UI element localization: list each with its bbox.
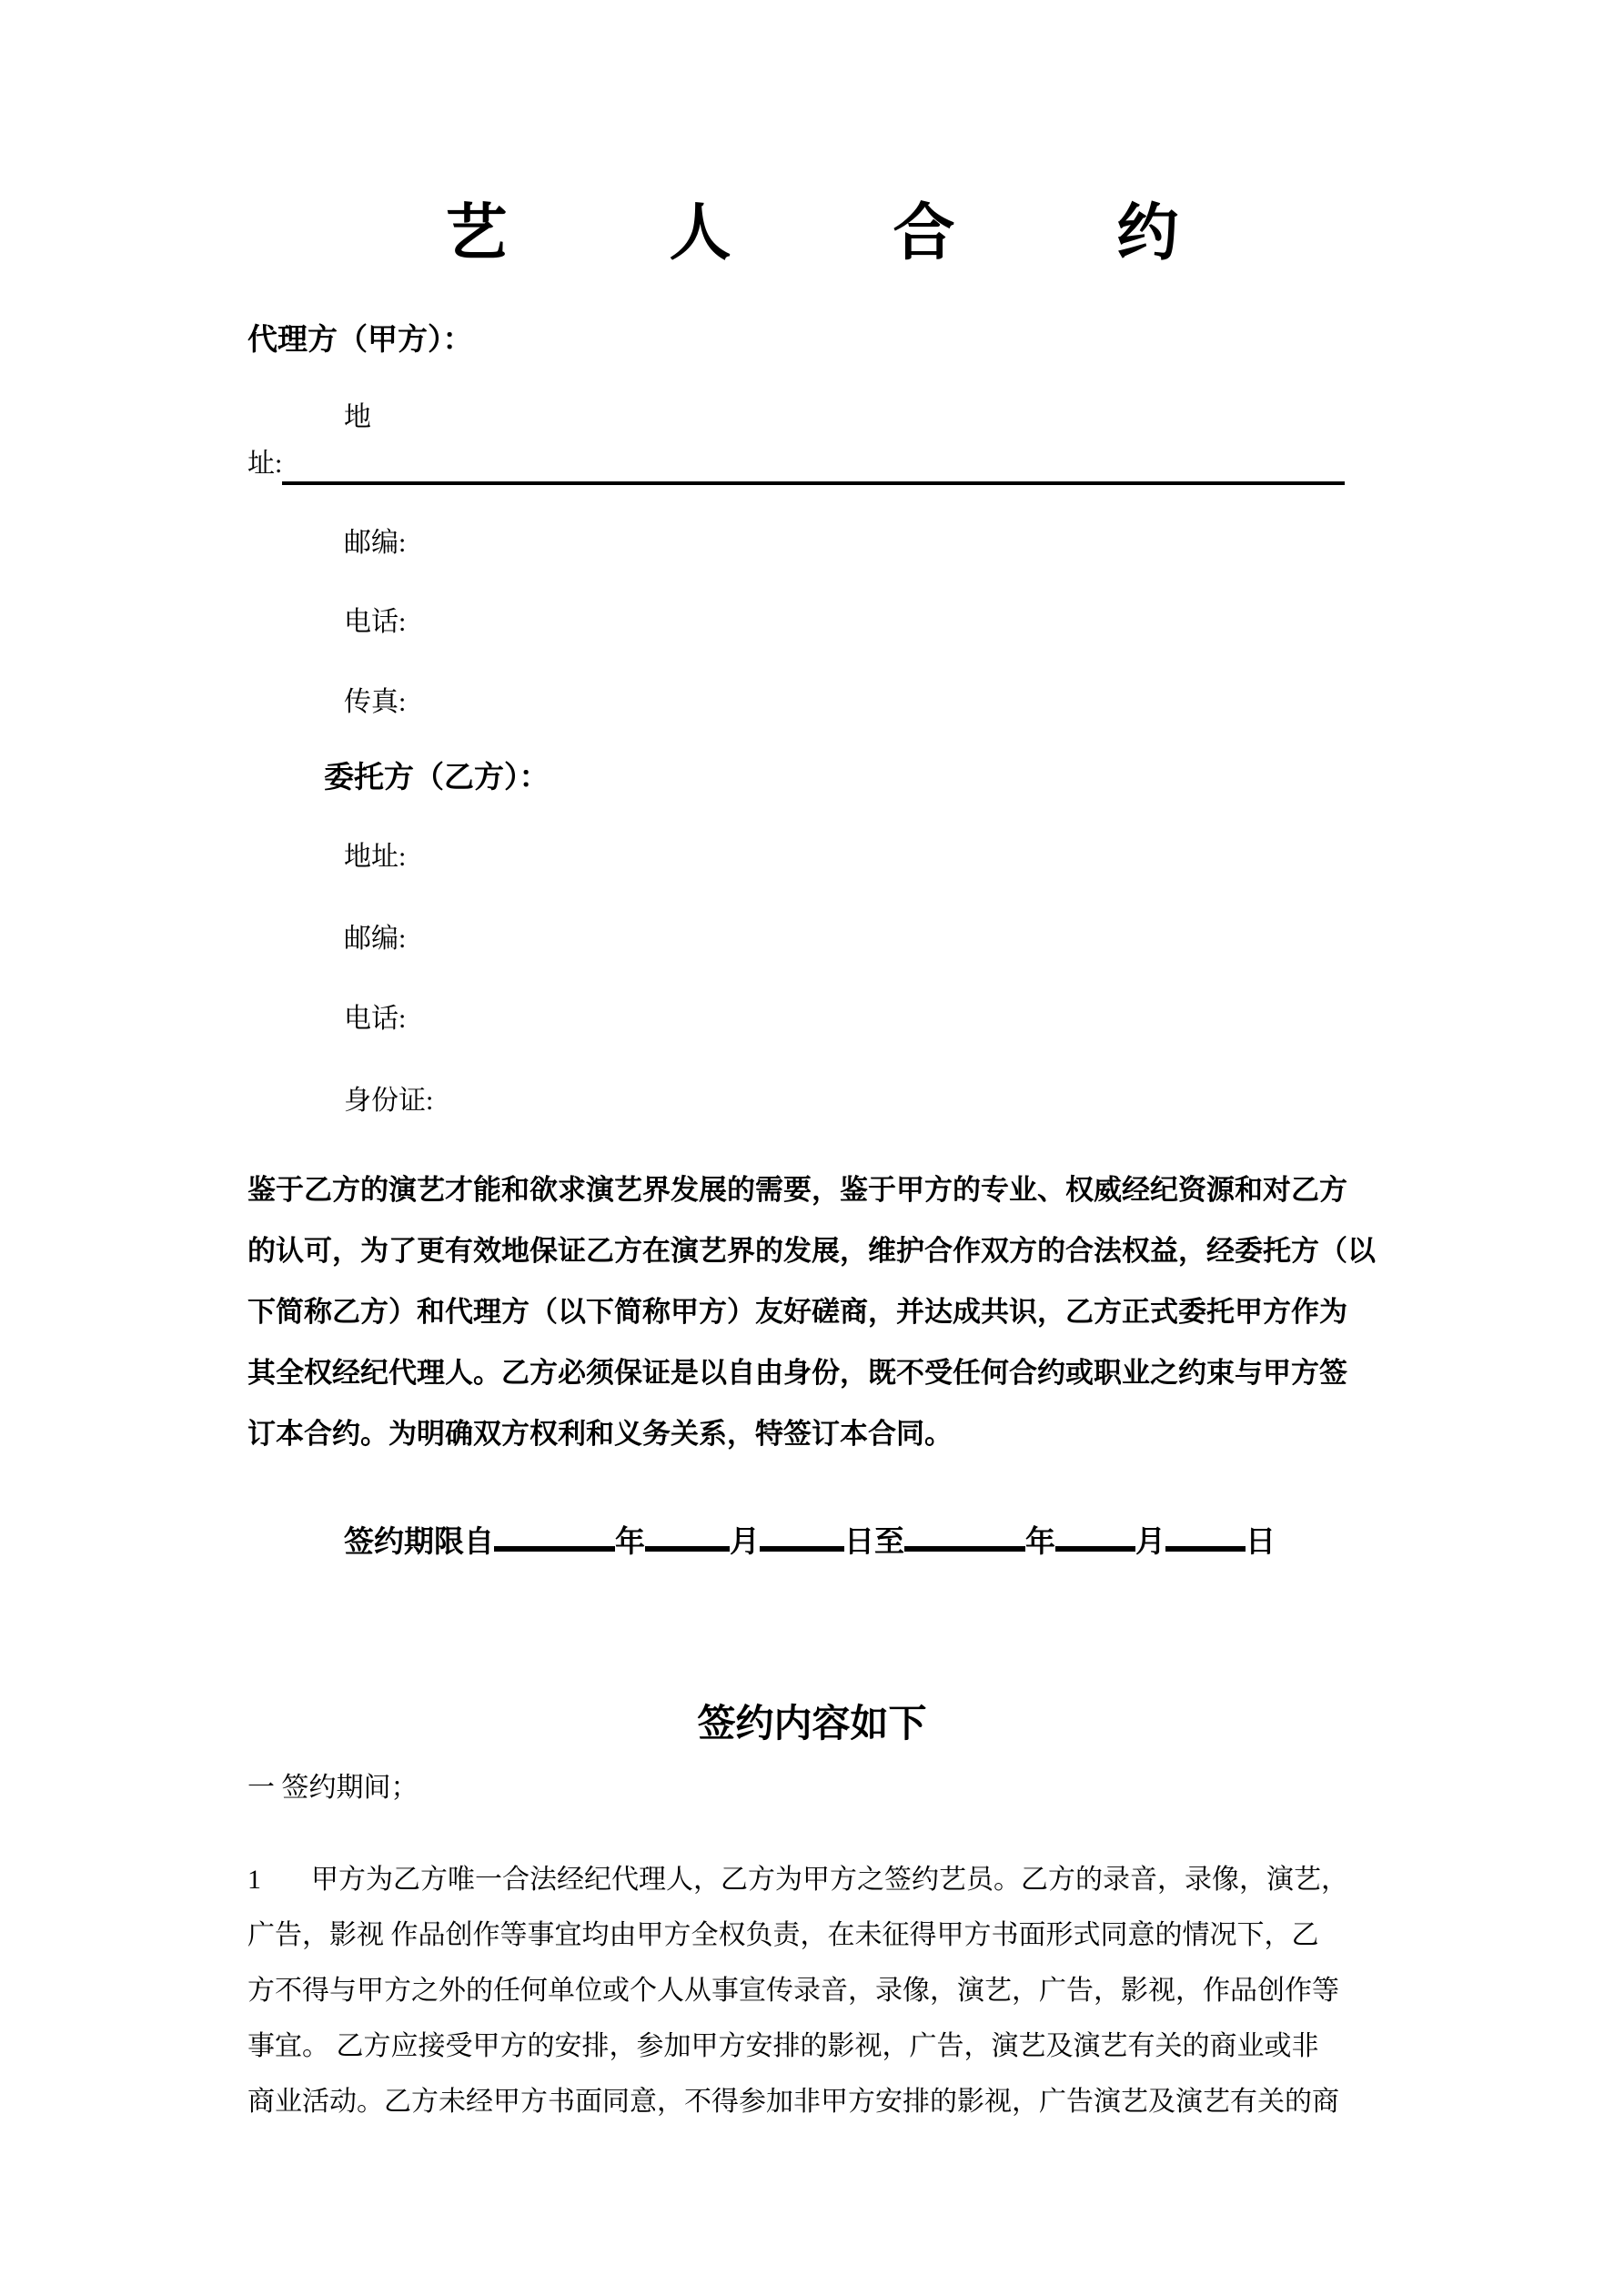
clause-line: 方不得与甲方之外的任何单位或个人从事宣传录音，录像，演艺，广告，影视，作品创作等 xyxy=(247,1976,1339,2006)
term-blank-start-month[interactable] xyxy=(645,1519,730,1552)
term-blank-end-month[interactable] xyxy=(1055,1519,1135,1552)
document-title: 艺 人 合 约 xyxy=(445,198,1179,268)
term-text-from: 签约期限自 xyxy=(344,1524,494,1558)
preamble-line: 下简称乙方）和代理方（以下简称甲方）友好磋商，并达成共识，乙方正式委托甲方作为 xyxy=(247,1296,1347,1328)
party-b-heading: 委托方（乙方）： xyxy=(324,762,550,794)
party-a-postal-label: 邮编: xyxy=(344,528,407,558)
party-b-idcard-label: 身份证: xyxy=(344,1086,434,1116)
clause-line: 广告，影视 作品创作等事宜均由甲方全权负责，在未征得甲方书面形式同意的情况下，乙 xyxy=(247,1920,1319,1950)
party-b-phone-label: 电话: xyxy=(344,1004,407,1034)
preamble-line: 订本合约。为明确双方权利和义务关系，特签订本合同。 xyxy=(247,1418,953,1450)
signing-term-line xyxy=(344,1519,1377,1563)
preamble-line: 的认可，为了更有效地保证乙方在演艺界的发展，维护合作双方的合法权益，经委托方（以 xyxy=(247,1235,1376,1267)
party-a-address-label-wrapped-char: 地 xyxy=(344,402,371,432)
clause-one-paragraph xyxy=(247,1852,1377,2129)
party-a-address-blank-line[interactable] xyxy=(282,445,1345,485)
term-text-day-to: 日至 xyxy=(844,1524,904,1558)
term-blank-end-year[interactable] xyxy=(904,1519,1025,1552)
term-text-year: 年 xyxy=(615,1524,645,1558)
party-a-phone-label: 电话: xyxy=(344,607,407,637)
clause-line-text: 甲方为乙方唯一合法经纪代理人，乙方为甲方之签约艺员。乙方的录音，录像，演艺， xyxy=(311,1865,1348,1895)
party-a-address-label: 址: xyxy=(247,449,283,479)
party-b-postal-label: 邮编: xyxy=(344,924,407,954)
preamble-paragraph xyxy=(247,1159,1377,1464)
party-b-address-label: 地址: xyxy=(344,842,407,872)
clause-line-first xyxy=(247,1852,1377,1907)
clause-one-heading: 一 签约期间； xyxy=(247,1773,419,1803)
party-a-fax-label: 传真: xyxy=(344,687,407,717)
term-blank-end-day[interactable] xyxy=(1165,1519,1246,1552)
clause-line: 商业活动。乙方未经甲方书面同意，不得参加非甲方安排的影视，广告演艺及演艺有关的商 xyxy=(247,2087,1339,2117)
term-blank-start-day[interactable] xyxy=(760,1519,844,1552)
party-a-address-line xyxy=(247,443,1377,485)
term-blank-start-year[interactable] xyxy=(494,1519,615,1552)
party-a-heading: 代理方（甲方）： xyxy=(247,324,473,357)
clause-number: 1 xyxy=(247,1865,261,1895)
preamble-line: 其全权经纪代理人。乙方必须保证是以自由身份，既不受任何合约或职业之约束与甲方签 xyxy=(247,1357,1347,1389)
term-text-month-2: 月 xyxy=(1135,1524,1165,1558)
preamble-line: 鉴于乙方的演艺才能和欲求演艺界发展的需要，鉴于甲方的专业、权威经纪资源和对乙方 xyxy=(247,1174,1347,1206)
clause-line: 事宜。 乙方应接受甲方的安排，参加甲方安排的影视，广告，演艺及演艺有关的商业或非 xyxy=(247,2031,1319,2061)
term-text-year-2: 年 xyxy=(1025,1524,1055,1558)
term-text-day-2: 日 xyxy=(1246,1524,1276,1558)
term-text-month: 月 xyxy=(730,1524,760,1558)
page-content xyxy=(247,0,1377,2129)
section-heading: 签约内容如下 xyxy=(697,1702,927,1745)
